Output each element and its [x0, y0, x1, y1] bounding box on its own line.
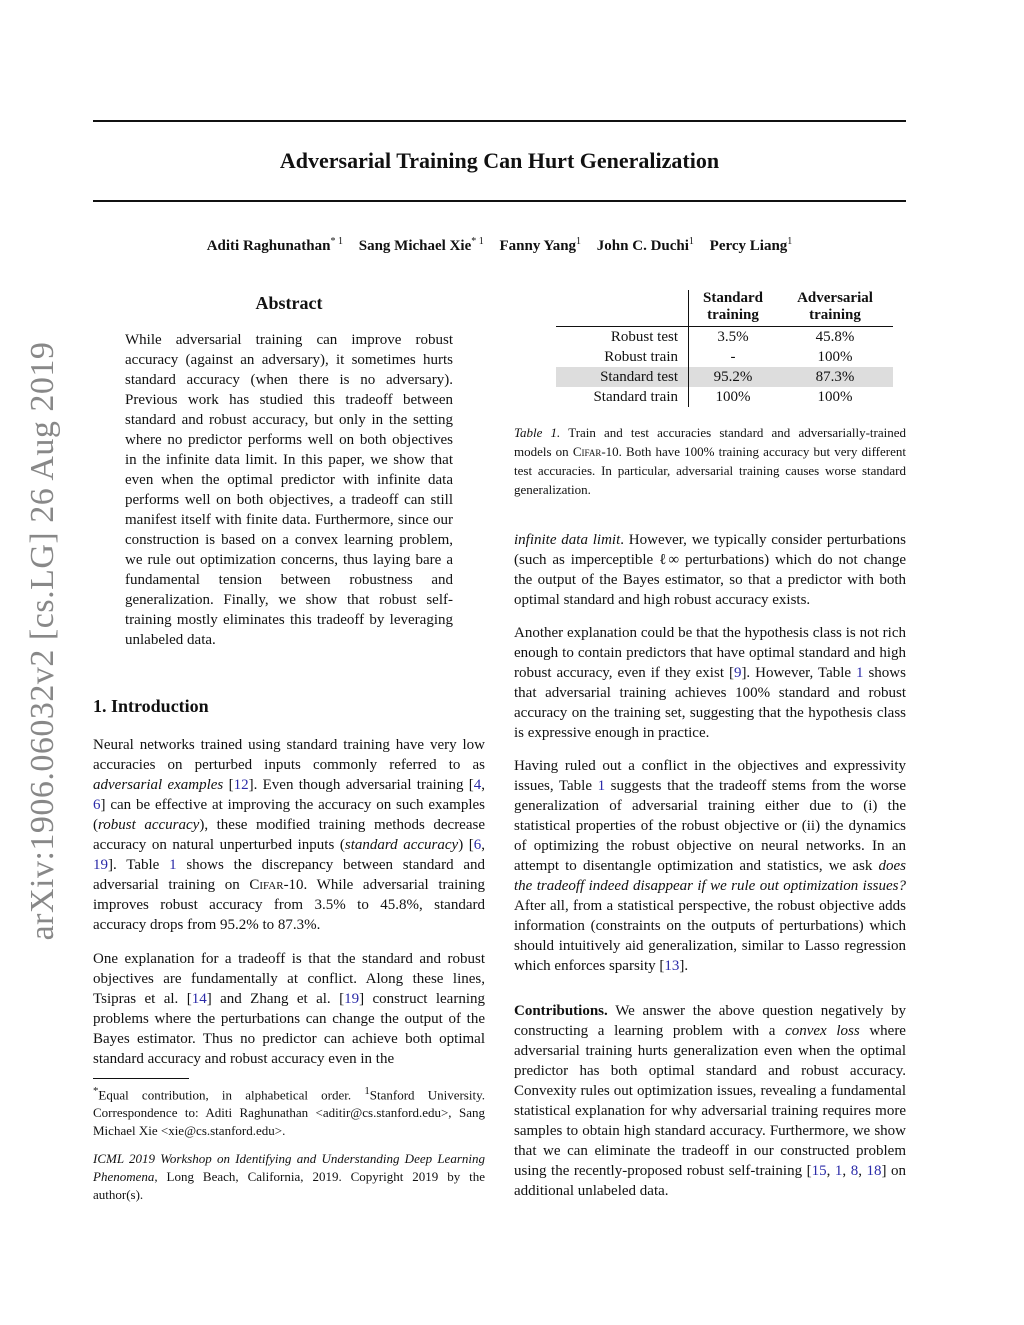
- paper-title: Adversarial Training Can Hurt Generalization: [279, 148, 720, 173]
- table-caption: Table 1. Train and test accuracies standard and adversarially-trained models on Cifar-10. Both have 100% training accuracy but very different test accuracies. In particular, adversarial training causes worse standard generalization.: [514, 425, 906, 497]
- right-paragraph-1: infinite data limit. However, we typically consider perturbations (such as imperceptible ℓ∞ perturbations) which do not change the output of the Bayes estimator, so that a predictor with both optimal standard and high robust accuracy exists.: [514, 532, 907, 608]
- table-ref-link[interactable]: 1: [856, 665, 864, 681]
- citation-link[interactable]: 13: [664, 958, 680, 974]
- citation-link[interactable]: 19: [344, 991, 360, 1007]
- footnote: *Equal contribution, in alphabetical order. $^1$Stanford University. Correspondence to: Aditi Raghunathan <aditir@cs.stanford.edu>, Sang Michael Xie <xie@cs.stanford.edu>.: [93, 1085, 485, 1139]
- table-ref-link[interactable]: 1: [169, 857, 177, 873]
- title-top-rule: [93, 120, 906, 122]
- citation-link[interactable]: 15: [811, 1163, 827, 1179]
- title-bottom-rule: [93, 200, 906, 202]
- contributions-label: Contributions.: [514, 1003, 608, 1019]
- right-paragraph-2: Another explanation could be that the hypothesis class is not rich enough to contain predictors that have optimal standard and high robust accuracy, even if they exist [9]. However, Table 1 shows that adversarial training achieves 100% standard and robust accuracy on the training set, suggesting that the hypothesis class is expressive enough in practice.: [514, 625, 906, 741]
- citation-link[interactable]: 1: [834, 1163, 843, 1179]
- citation-link[interactable]: 6: [93, 797, 101, 813]
- table-row-highlighted: Standard test 95.2% 87.3%: [556, 367, 893, 387]
- table-row: Robust train - 100%: [556, 347, 893, 367]
- citation-link[interactable]: 9: [733, 665, 742, 681]
- citation-link[interactable]: 8: [850, 1163, 859, 1179]
- section-heading-introduction: 1. Introduction: [93, 696, 209, 716]
- citation-link[interactable]: 4: [473, 777, 482, 793]
- author-list: [93, 236, 906, 255]
- intro-paragraph-2: One explanation for a tradeoff is that the standard and robust objectives are fundamentally at conflict. Along these lines, Tsipras et al. [14] and Zhang et al. [19] construct learning problems where the perturbations can change the output of the Bayes estimator. Thus no predictor can achieve both optimal standard accuracy and robust accuracy even in the: [93, 951, 485, 1067]
- results-table: [556, 290, 893, 407]
- author: Aditi Raghunathan$^{* 1}$: [206, 236, 343, 254]
- author: Fanny Yang$^1$: [499, 236, 582, 254]
- table-corner: [556, 290, 689, 327]
- citation-link[interactable]: 19: [93, 857, 108, 873]
- table-row: Robust test 3.5% 45.8%: [556, 327, 893, 348]
- citation-link[interactable]: 12: [233, 777, 249, 793]
- table-col-header: Standard training: [689, 290, 778, 327]
- arxiv-identifier: arXiv:1906.06032v2 [cs.LG] 26 Aug 2019: [24, 341, 61, 941]
- table-row: Standard train 100% 100%: [556, 387, 893, 407]
- abstract-body: While adversarial training can improve robust accuracy (against an adversary), it sometimes hurts standard accuracy (when there is no adversary). Previous work has studied this tradeoff between standard and robust accuracy, but only in the setting where no predictor performs well on both objectives in the infinite data limit. In this paper, we show that even when the optimal predictor with infinite data performs well on both objectives, a tradeoff can still manifest itself with finite data. Furthermore, since our construction is based on a convex learning problem, we rule out optimization concerns, thus laying bare a fundamental tension between robustness and generalization. Finally, we show that robust self-training mostly eliminates this tradeoff by leveraging unlabeled data.: [125, 332, 453, 648]
- citation-link[interactable]: 6: [473, 837, 482, 853]
- footnote-rule: [93, 1078, 189, 1079]
- author: John C. Duchi$^1$: [596, 236, 694, 254]
- author: Percy Liang$^1$: [709, 236, 793, 254]
- right-paragraph-3: Having ruled out a conflict in the objectives and expressivity issues, Table 1 suggests that the tradeoff stems from the worse generalization of adversarial training either due to (i) the statistical properties of the robust objective or (ii) the dynamics of optimizing the robust objective on neural networks. In an attempt to disentangle optimization and statistics, we ask does the tradeoff indeed disappear if we rule out optimization issues? After all, from a statistical perspective, the robust objective adds information (constraints on the outputs of perturbations) which should intuitively aid generalization, similar to Lasso regression which enforces sparsity [13].: [514, 758, 907, 974]
- table-col-header: Adversarial training: [777, 290, 893, 327]
- intro-paragraph-1: Neural networks trained using standard training have very low accuracies on perturbed inputs commonly referred to as adversarial examples [12]. Even though adversarial training [4, 6] can be effective at improving the accuracy on such examples (robust accuracy), these modified training methods decrease accuracy on natural unperturbed inputs (standard accuracy) [6, 19]. Table 1 shows the discrepancy between standard and adversarial training on Cifar-10. While adversarial training improves robust accuracy from 3.5% to 45.8%, standard accuracy drops from 95.2% to 87.3%.: [93, 737, 485, 933]
- citation-link[interactable]: 14: [191, 991, 207, 1007]
- table-ref-link[interactable]: 1: [597, 778, 606, 794]
- author: Sang Michael Xie$^{* 1}$: [358, 236, 484, 254]
- right-paragraph-contributions: Contributions. We answer the above question negatively by constructing a learning problem with a convex loss where adversarial training hurts generalization even when the optimal predictor has both optimal standard and robust accuracy. Convexity rules out optimization issues, revealing a fundamental statistical explanation for why adversarial training requires more samples to obtain high standard accuracy. Furthermore, we show that we can eliminate the tradeoff in our constructed problem using the recently-proposed robust self-training [15, 1, 8, 18] on additional unlabeled data.: [514, 1003, 907, 1199]
- venue-notice: ICML 2019 Workshop on Identifying and Understanding Deep Learning Phenomena, Long Beach, California, 2019. Copyright 2019 by the author(s).: [93, 1151, 485, 1202]
- abstract-heading: Abstract: [255, 293, 323, 313]
- citation-link[interactable]: 18: [866, 1163, 882, 1179]
